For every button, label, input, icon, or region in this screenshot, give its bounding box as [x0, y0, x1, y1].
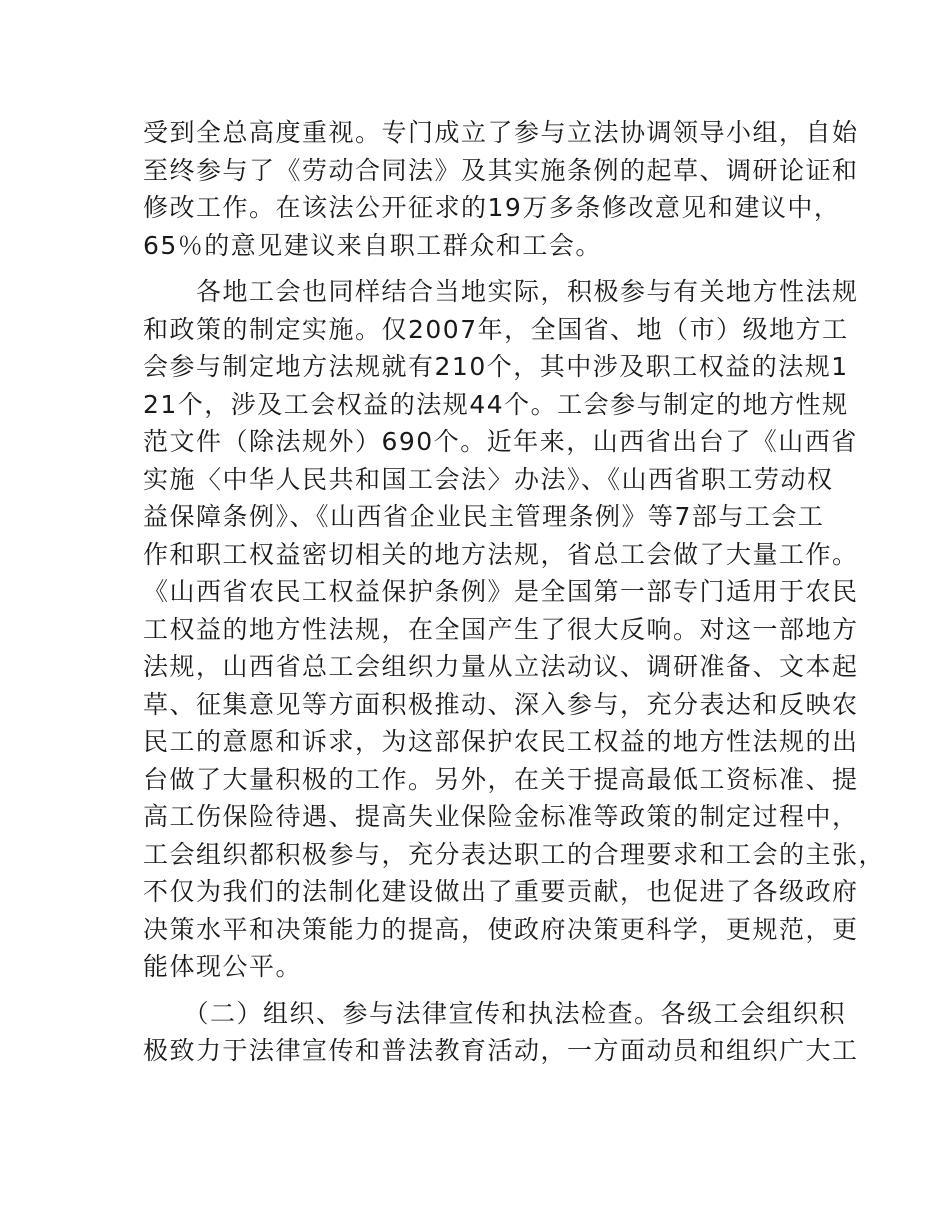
text-line: 工权益的地方性法规，在全国产生了很大反响。对这一部地方: [143, 614, 859, 644]
text-line: 修改工作。在该法公开征求的19万多条修改意见和建议中，: [143, 193, 841, 222]
text-line: （二）组织、参与法律宣传和执法检查。各级工会组织积: [143, 998, 847, 1028]
text-line: 和政策的制定实施。仅2007年，全国省、地（市）级地方工: [143, 314, 849, 344]
text-line: 至终参与了《劳动合同法》及其实施条例的起草、调研论证和: [143, 155, 859, 185]
text-line: 极致力于法律宣传和普法教育活动，一方面动员和组织广大工: [143, 1036, 859, 1065]
text-line: 能体现公平。: [143, 952, 303, 981]
paragraph: [143, 273, 886, 986]
paragraph: [143, 114, 859, 264]
text-line: 民工的意愿和诉求，为这部保护农民工权益的地方性法规的出: [143, 727, 859, 756]
text-line: 65％的意见建议来自职工群众和工会。: [143, 230, 602, 260]
paragraph-gap: [143, 264, 823, 273]
text-line: 决策水平和决策能力的提高，使政府决策更科学，更规范，更: [143, 914, 859, 944]
paragraph-gap: [143, 986, 823, 995]
text-line: 21个，涉及工会权益的法规44个。工会参与制定的地方性规: [143, 389, 849, 419]
text-line: 高工伤保险待遇、提高失业保险金标准等政策的制定过程中，: [143, 802, 859, 831]
text-line: 草、征集意见等方面积极推动、深入参与，充分表达和反映农: [143, 689, 859, 719]
text-line: 范文件（除法规外）690个。近年来，山西省出台了《山西省: [143, 427, 858, 456]
document-body: [143, 114, 886, 1070]
text-line: 益保障条例》、《山西省企业民主管理条例》等7部与工会工: [143, 502, 825, 531]
text-line: 作和职工权益密切相关的地方法规，省总工会做了大量工作。: [143, 539, 859, 569]
text-line: 受到全总高度重视。专门成立了参与立法协调领导小组，自始: [143, 118, 859, 147]
text-line: 各地工会也同样结合当地实际，积极参与有关地方性法规: [143, 277, 859, 306]
text-line: 法规，山西省总工会组织力量从立法动议、调研准备、文本起: [143, 652, 859, 681]
text-line: 《山西省农民工权益保护条例》是全国第一部专门适用于农民: [143, 577, 859, 606]
text-line: 不仅为我们的法制化建设做出了重要贡献，也促进了各级政府: [143, 877, 859, 906]
text-line: 会参与制定地方法规就有210个，其中涉及职工权益的法规1: [143, 352, 849, 381]
text-line: 台做了大量积极的工作。另外，在关于提高最低工资标准、提: [143, 764, 859, 794]
text-line: 工会组织都积极参与，充分表达职工的合理要求和工会的主张，: [143, 839, 886, 869]
text-line: 实施〈中华人民共和国工会法〉办法》、《山西省职工劳动权: [143, 464, 834, 494]
paragraph: [143, 995, 859, 1070]
